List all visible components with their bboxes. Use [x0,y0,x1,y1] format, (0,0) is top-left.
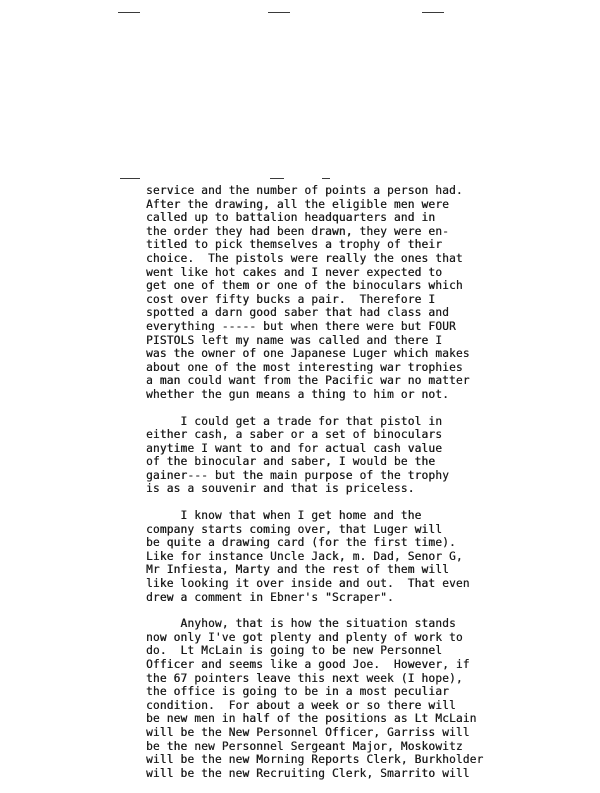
text-line: the 67 pointers leave this next week (I hope), [146,671,463,685]
text-line: Officer and seems like a good Joe. However, if [146,658,470,671]
text-line: spotted a darn good saber that had class and [146,306,449,320]
top-edge-mark-right [422,12,444,13]
text-line: cost over fifty bucks a pair. Therefore I [146,292,436,306]
text-line: service and the number of points a person had. [146,184,463,197]
text-line: will be the new Morning Reports Clerk, Burkholder [146,753,484,767]
text-line: After the drawing, all the eligible men were [146,197,449,211]
bottom-edge-mark-center [270,178,284,179]
text-line: was the owner of one Japanese Luger which makes [146,347,470,361]
text-line: Mr Infiesta, Marty and the rest of them will [146,563,449,577]
text-line: be quite a drawing card (for the first time). [146,536,456,550]
text-line: be the new Personnel Sergeant Major, Moskowitz [146,739,463,753]
text-line: is as a souvenir and that is priceless. [146,482,415,496]
paragraph-drawing-card [146,509,586,604]
text-line: a man could want from the Pacific war no matter [146,374,470,388]
text-line: Anyhow, that is how the situation stands [146,617,456,631]
text-line: now only I've got plenty and plenty of work to [146,630,463,644]
text-line: the order they had been drawn, they were en- [146,224,449,238]
text-line: about one of the most interesting war trophies [146,360,463,374]
bottom-edge-mark-right [322,178,330,179]
text-line: like looking it over inside and out. That even [146,577,470,591]
text-line: will be the New Personnel Officer, Garriss will [146,725,470,739]
text-line: Like for instance Uncle Jack, m. Dad, Senor G, [146,549,463,563]
text-line: drew a comment in Ebner's "Scraper". [146,590,394,604]
text-line: will be the new Recruiting Clerk, Smarrito will [146,766,470,780]
text-line: called up to battalion headquarters and in [146,211,436,225]
text-line: be new men in half of the positions as Lt McLain [146,712,477,726]
text-line: anytime I want to and for actual cash value [146,441,443,455]
letter-page [146,184,586,793]
text-line: get one of them or one of the binoculars which [146,279,463,293]
text-line: do. Lt McLain is going to be new Personnel [146,644,443,658]
paragraph-trophy-drawing [146,184,586,402]
text-line: either cash, a saber or a set of binoculars [146,428,443,442]
text-line: condition. For about a week or so there will [146,698,456,712]
text-line: whether the gun means a thing to him or not. [146,387,449,401]
text-line: titled to pick themselves a trophy of their [146,238,443,252]
paragraph-office-situation [146,617,586,780]
text-line: choice. The pistols were really the ones that [146,251,463,265]
text-line: company starts coming over, that Luger will [146,522,443,536]
text-line: I could get a trade for that pistol in [146,414,443,428]
text-line: the office is going to be in a most peculiar [146,685,449,699]
text-line: I know that when I get home and the [146,509,422,523]
text-line: of the binocular and saber, I would be the [146,455,436,469]
top-edge-mark-center [268,12,290,13]
bottom-edge-mark-left [120,178,140,179]
text-line: everything ----- but when there were but FOUR [146,319,456,333]
text-line: PISTOLS left my name was called and there I [146,333,443,347]
paragraph-trade-value [146,415,586,497]
top-edge-mark-left [118,12,140,13]
text-line: went like hot cakes and I never expected to [146,265,443,279]
text-line: gainer--- but the main purpose of the trophy [146,468,449,482]
